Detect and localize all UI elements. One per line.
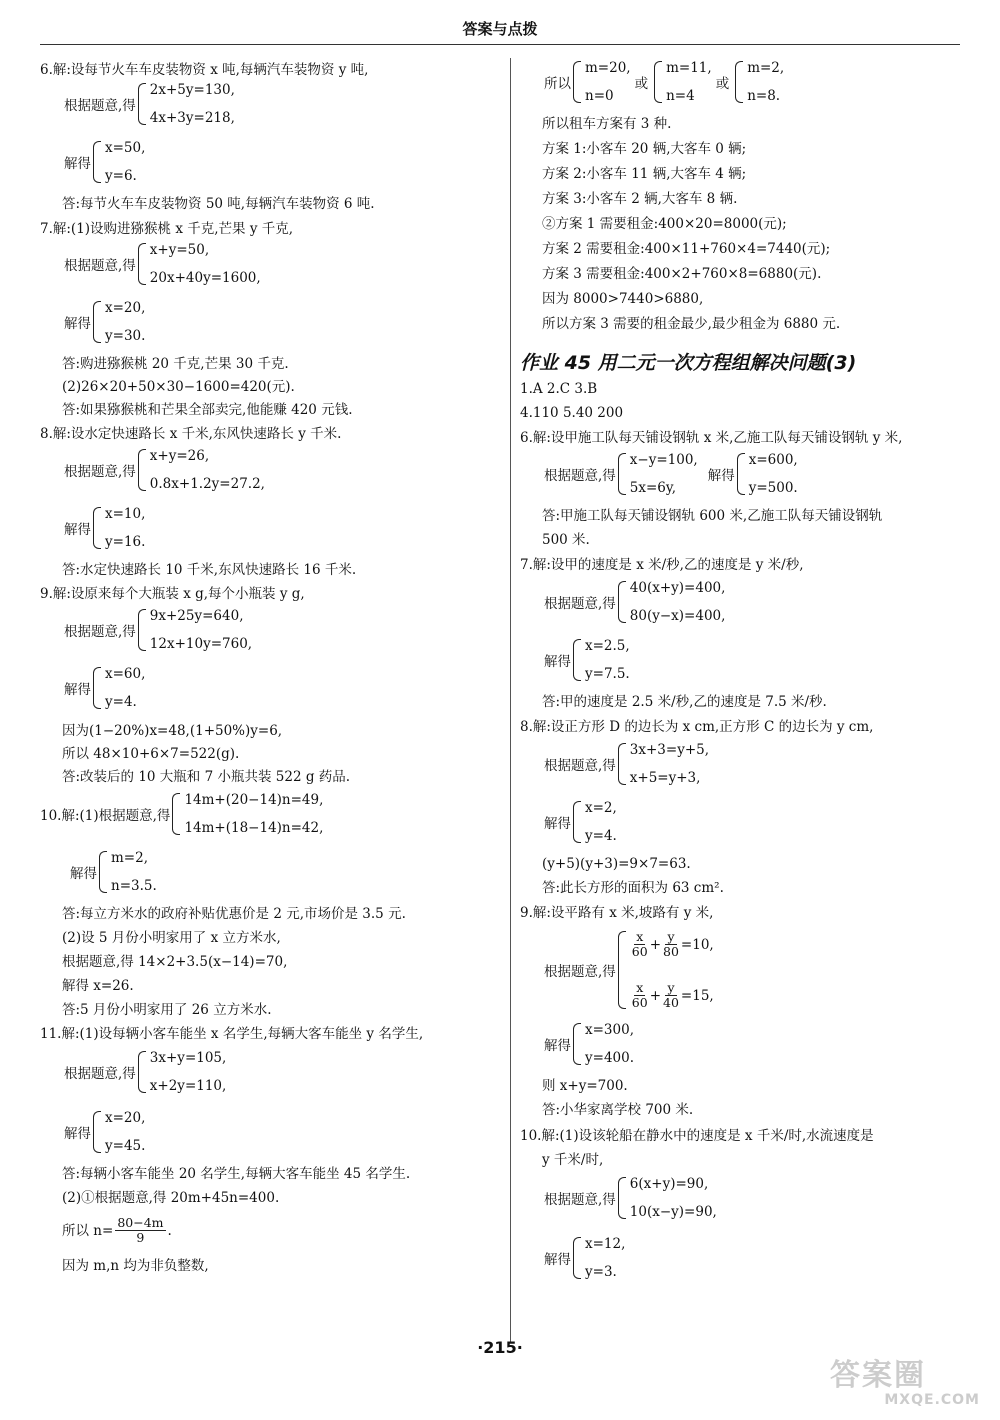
q6-solution [64, 140, 145, 184]
q6-system [64, 82, 235, 126]
equations [630, 930, 714, 1010]
q7-solution [64, 300, 145, 344]
r-q9-solution [544, 1022, 634, 1066]
fraction [663, 981, 679, 1010]
plan-1: 方案 1:小客车 20 辆,大客车 0 辆; [542, 141, 747, 157]
equation: x−y=100, [629, 452, 698, 468]
or-text: 或 [715, 76, 730, 92]
r-q8-line1: (y+5)(y+3)=9×7=63. [542, 856, 691, 872]
plan-2-cost: 方案 2 需要租金:400×11+760×4=7440(元); [542, 241, 831, 257]
q10-answer2: 答:5 月份小明家用了 26 立方米水. [62, 1002, 272, 1018]
solution: n=4 [666, 88, 695, 104]
solutions [749, 452, 798, 496]
brace [654, 61, 662, 103]
q10-part2-sol: 解得 x=26. [62, 978, 134, 994]
solution: x=2, [585, 800, 617, 816]
sys-label: 根据题意,得 [544, 1192, 616, 1208]
q11-because: 因为 m,n 均为非负整数, [62, 1258, 209, 1274]
solution: m=2, [747, 60, 785, 76]
equation: 14m+(18−14)n=42, [184, 820, 324, 836]
so-label: 所以 [544, 76, 571, 92]
q6-head: 6.解:设每节火车车皮装物资 x 吨,每辆汽车装物资 y 吨, [40, 62, 369, 78]
q8-system [64, 448, 265, 492]
header-title: 答案与点拨 [462, 20, 538, 38]
fraction-denominator: 60 [631, 995, 648, 1010]
brace [618, 1177, 626, 1219]
fraction-equation [630, 981, 714, 1010]
r-q6-answer-cont: 500 米. [542, 532, 590, 548]
sys-label: 根据题意,得 [544, 758, 616, 774]
fill-answers: 4.110 5.40 200 [520, 405, 624, 421]
brace [573, 1023, 581, 1065]
sol-label: 解得 [544, 654, 571, 670]
q7-answer2: 答:如果猕猴桃和芒果全部卖完,他能赚 420 元钱. [62, 402, 353, 418]
fraction [632, 930, 648, 959]
r-q9-answer: 答:小华家离学校 700 米. [542, 1102, 694, 1118]
fraction-numerator: x [636, 980, 644, 995]
equations [150, 448, 265, 492]
brace [93, 301, 101, 343]
solution: x=300, [585, 1022, 634, 1038]
sys-label: 根据题意,得 [544, 596, 616, 612]
r-q10-system [544, 1176, 717, 1220]
fraction-denominator: 60 [631, 944, 648, 959]
equations [630, 580, 726, 624]
q9-line2: 所以 48×10+6×7=522(g). [62, 746, 240, 762]
q7-part2: (2)26×20+50×30−1600=420(元). [62, 379, 295, 395]
q11-system [64, 1050, 226, 1094]
solution: n=3.5. [111, 878, 157, 894]
brace [93, 667, 101, 709]
brace [573, 801, 581, 843]
q11-answer: 答:每辆小客车能坐 20 名学生,每辆大客车能坐 45 名学生. [62, 1166, 411, 1182]
sol-label: 解得 [544, 816, 571, 832]
sys-label: 根据题意,得 [64, 98, 136, 114]
watermark-url: MXQE.COM [884, 1392, 980, 1408]
brace [93, 507, 101, 549]
sys-label: 根据题意,得 [544, 964, 616, 980]
r-q8-system [544, 742, 709, 786]
so-text: 所以 n= [62, 1222, 114, 1239]
rental-solutions [544, 60, 784, 104]
fraction-equation [630, 930, 714, 959]
solution: n=8. [747, 88, 781, 104]
solutions [585, 638, 630, 682]
equations [630, 1176, 717, 1220]
q10-solution [70, 850, 157, 894]
brace [99, 851, 107, 893]
equation: 10(x−y)=90, [629, 1204, 717, 1220]
watermark-text: 答案圈 [830, 1358, 926, 1393]
brace [138, 83, 146, 125]
plan-count: 所以租车方案有 3 种. [542, 116, 672, 132]
q9-answer: 答:改装后的 10 大瓶和 7 小瓶共装 522 g 药品. [62, 769, 351, 785]
plan-3: 方案 3:小客车 2 辆,大客车 8 辆. [542, 191, 738, 207]
q10-answer: 答:每立方米水的政府补贴优惠价是 2 元,市场价是 3.5 元. [62, 906, 406, 922]
solution: y=16. [105, 534, 146, 550]
fraction-numerator: 80−4m [117, 1215, 164, 1230]
solution: x=20, [105, 1110, 146, 1126]
r-q10-head: 10.解:(1)设该轮船在静水中的速度是 x 千米/时,水流速度是 [520, 1128, 874, 1144]
plus-sign: + [649, 936, 662, 953]
solutions [105, 140, 145, 184]
or-text: 或 [634, 76, 649, 92]
sys-label: 根据题意,得 [64, 624, 136, 640]
equation: 6(x+y)=90, [629, 1176, 709, 1192]
equation: x+2y=110, [149, 1078, 227, 1094]
brace [573, 61, 581, 103]
r-q7-head: 7.解:设甲的速度是 x 米/秒,乙的速度是 y 米/秒, [520, 557, 804, 573]
equation: 3x+y=105, [149, 1050, 227, 1066]
equations [150, 608, 252, 652]
solution: y=4. [105, 694, 137, 710]
plan-2: 方案 2:小客车 11 辆,大客车 4 辆; [542, 166, 747, 182]
brace [735, 61, 743, 103]
r-q7-answer: 答:甲的速度是 2.5 米/秒,乙的速度是 7.5 米/秒. [542, 694, 827, 710]
solution: x=600, [748, 452, 798, 468]
equation: 3x+3=y+5, [629, 742, 710, 758]
q10-part2-eq: 根据题意,得 14×2+3.5(x−14)=70, [62, 954, 288, 970]
q7-system [64, 242, 261, 286]
solution: x=20, [105, 300, 146, 316]
equation: x+y=50, [149, 242, 210, 258]
sol-label: 解得 [64, 682, 91, 698]
solution: y=500. [748, 480, 798, 496]
r-q8-head: 8.解:设正方形 D 的边长为 x cm,正方形 C 的边长为 y cm, [520, 719, 874, 735]
solution: n=0 [585, 88, 614, 104]
solutions [585, 800, 617, 844]
page-header [40, 16, 960, 46]
brace [138, 609, 146, 651]
r-q10-head-cont: y 千米/时, [542, 1152, 604, 1168]
solutions [105, 666, 145, 710]
q6-answer: 答:每节火车车皮装物资 50 吨,每辆汽车装物资 6 吨. [62, 196, 375, 212]
equation: 12x+10y=760, [149, 636, 253, 652]
solution: x=60, [105, 666, 146, 682]
r-q9-line1: 则 x+y=700. [542, 1078, 628, 1094]
header-rule [40, 44, 960, 45]
q11-so-line [62, 1216, 172, 1245]
r-q6-answer: 答:甲施工队每天铺设钢轨 600 米,乙施工队每天铺设钢轨 [542, 508, 883, 524]
sol-label: 解得 [544, 1038, 571, 1054]
cost-conclusion: 所以方案 3 需要的租金最少,最少租金为 6880 元. [542, 316, 841, 332]
sys-label: 10.解:(1)根据题意,得 [40, 808, 171, 824]
q11-solution [64, 1110, 145, 1154]
solution: m=11, [666, 60, 712, 76]
brace [138, 243, 146, 285]
brace [618, 581, 626, 623]
brace [138, 449, 146, 491]
brace [737, 453, 745, 495]
r-q7-solution [544, 638, 630, 682]
solution: m=20, [585, 60, 631, 76]
equations [184, 792, 323, 836]
brace [93, 141, 101, 183]
equation: 0.8x+1.2y=27.2, [149, 476, 265, 492]
solution: x=2.5, [585, 638, 630, 654]
q9-head: 9.解:设原来每个大瓶装 x g,每个小瓶装 y g, [40, 586, 305, 602]
solution: y=400. [585, 1050, 634, 1066]
equations [630, 452, 698, 496]
brace [138, 1051, 146, 1093]
equation: 5x=6y, [629, 480, 677, 496]
equation: 9x+25y=640, [149, 608, 244, 624]
sol-label: 解得 [64, 1126, 91, 1142]
sol-label: 解得 [544, 1252, 571, 1268]
r-q9-system [544, 930, 714, 1010]
solution: y=7.5. [585, 666, 630, 682]
equation-rhs: =10, [680, 936, 714, 953]
solution: y=45. [105, 1138, 146, 1154]
solutions [105, 506, 145, 550]
r-q6-system [544, 452, 798, 496]
solution: y=6. [105, 168, 137, 184]
page-number: ·215· [477, 1338, 523, 1357]
q9-system [64, 608, 252, 652]
solutions [585, 1022, 634, 1066]
equation: x+y=26, [149, 448, 210, 464]
brace [618, 743, 626, 785]
r-q8-solution [544, 800, 617, 844]
fraction-numerator: y [667, 929, 675, 944]
column-divider [510, 58, 511, 1343]
sol-label: 解得 [64, 316, 91, 332]
q10-system [40, 792, 323, 836]
plan-3-cost: 方案 3 需要租金:400×2+760×8=6880(元). [542, 266, 822, 282]
equation: 14m+(20−14)n=49, [184, 792, 324, 808]
r-q9-head: 9.解:设平路有 x 米,坡路有 y 米, [520, 905, 714, 921]
equation: 2x+5y=130, [149, 82, 235, 98]
q8-head: 8.解:设水定快速路长 x 千米,东风快速路长 y 千米. [40, 426, 342, 442]
solution: m=2, [111, 850, 148, 866]
fraction-denominator: 80 [663, 944, 679, 959]
solution: x=50, [105, 140, 146, 156]
r-q10-solution [544, 1236, 625, 1280]
sys-label: 根据题意,得 [64, 258, 136, 274]
sol-label: 解得 [70, 866, 97, 882]
q9-solution [64, 666, 145, 710]
equations [630, 742, 709, 786]
r-q7-system [544, 580, 725, 624]
fraction-numerator: x [636, 929, 644, 944]
brace [172, 793, 180, 835]
equation: 40(x+y)=400, [629, 580, 726, 596]
q7-answer: 答:购进猕猴桃 20 千克,芒果 30 千克. [62, 356, 289, 372]
equation: x+5=y+3, [629, 770, 701, 786]
equation: 4x+3y=218, [149, 110, 235, 126]
section-title: 作业 45 用二元一次方程组解决问题(3) [520, 352, 857, 374]
solution: x=10, [105, 506, 146, 522]
q11-part2: (2)①根据题意,得 20m+45n=400. [62, 1190, 280, 1206]
q9-line1: 因为(1−20%)x=48,(1+50%)y=6, [62, 723, 283, 739]
equation: 80(y−x)=400, [629, 608, 726, 624]
brace [93, 1111, 101, 1153]
plan-1-cost: ②方案 1 需要租金:400×20=8000(元); [542, 216, 787, 232]
sys-label: 根据题意,得 [544, 468, 616, 484]
q8-answer: 答:水定快速路长 10 千米,东风快速路长 16 千米. [62, 562, 357, 578]
q11-head: 11.解:(1)设每辆小客车能坐 x 名学生,每辆大客车能坐 y 名学生, [40, 1026, 424, 1042]
q7-head: 7.解:(1)设购进猕猴桃 x 千克,芒果 y 千克, [40, 221, 294, 237]
watermark-logo [830, 1360, 980, 1410]
sol-label: 解得 [64, 156, 91, 172]
fraction [663, 930, 679, 959]
fraction [632, 981, 648, 1010]
sys-label: 根据题意,得 [64, 1066, 136, 1082]
period: . [167, 1222, 172, 1239]
brace [573, 1237, 581, 1279]
equation-rhs: =15, [680, 987, 714, 1004]
fraction-denominator: 9 [136, 1230, 145, 1245]
sol-label: 解得 [707, 468, 735, 484]
cost-compare: 因为 8000>7440>6880, [542, 291, 704, 307]
fraction [115, 1216, 165, 1245]
fraction-denominator: 40 [663, 995, 679, 1010]
solutions [585, 1236, 625, 1280]
equation: 20x+40y=1600, [149, 270, 261, 286]
solutions [105, 1110, 145, 1154]
sys-label: 根据题意,得 [64, 464, 136, 480]
r-q6-head: 6.解:设甲施工队每天铺设钢轨 x 米,乙施工队每天铺设钢轨 y 米, [520, 430, 903, 446]
solution-set [666, 60, 712, 104]
solution-set [585, 60, 631, 104]
choice-answers: 1.A 2.C 3.B [520, 381, 598, 397]
plus-sign: + [649, 987, 662, 1004]
solution: y=4. [585, 828, 617, 844]
brace [618, 453, 626, 495]
solution: y=3. [585, 1264, 617, 1280]
equations [150, 82, 235, 126]
r-q8-answer: 答:此长方形的面积为 63 cm². [542, 880, 724, 896]
q8-solution [64, 506, 145, 550]
equations [150, 242, 261, 286]
sol-label: 解得 [64, 522, 91, 538]
solutions [105, 300, 145, 344]
solutions [111, 850, 157, 894]
brace [573, 639, 581, 681]
fraction-numerator: y [667, 980, 675, 995]
solution-set [747, 60, 784, 104]
q10-part2: (2)设 5 月份小明家用了 x 立方米水, [62, 930, 281, 946]
equations [150, 1050, 227, 1094]
brace [618, 931, 626, 1009]
solution: y=30. [105, 328, 146, 344]
solution: x=12, [585, 1236, 626, 1252]
